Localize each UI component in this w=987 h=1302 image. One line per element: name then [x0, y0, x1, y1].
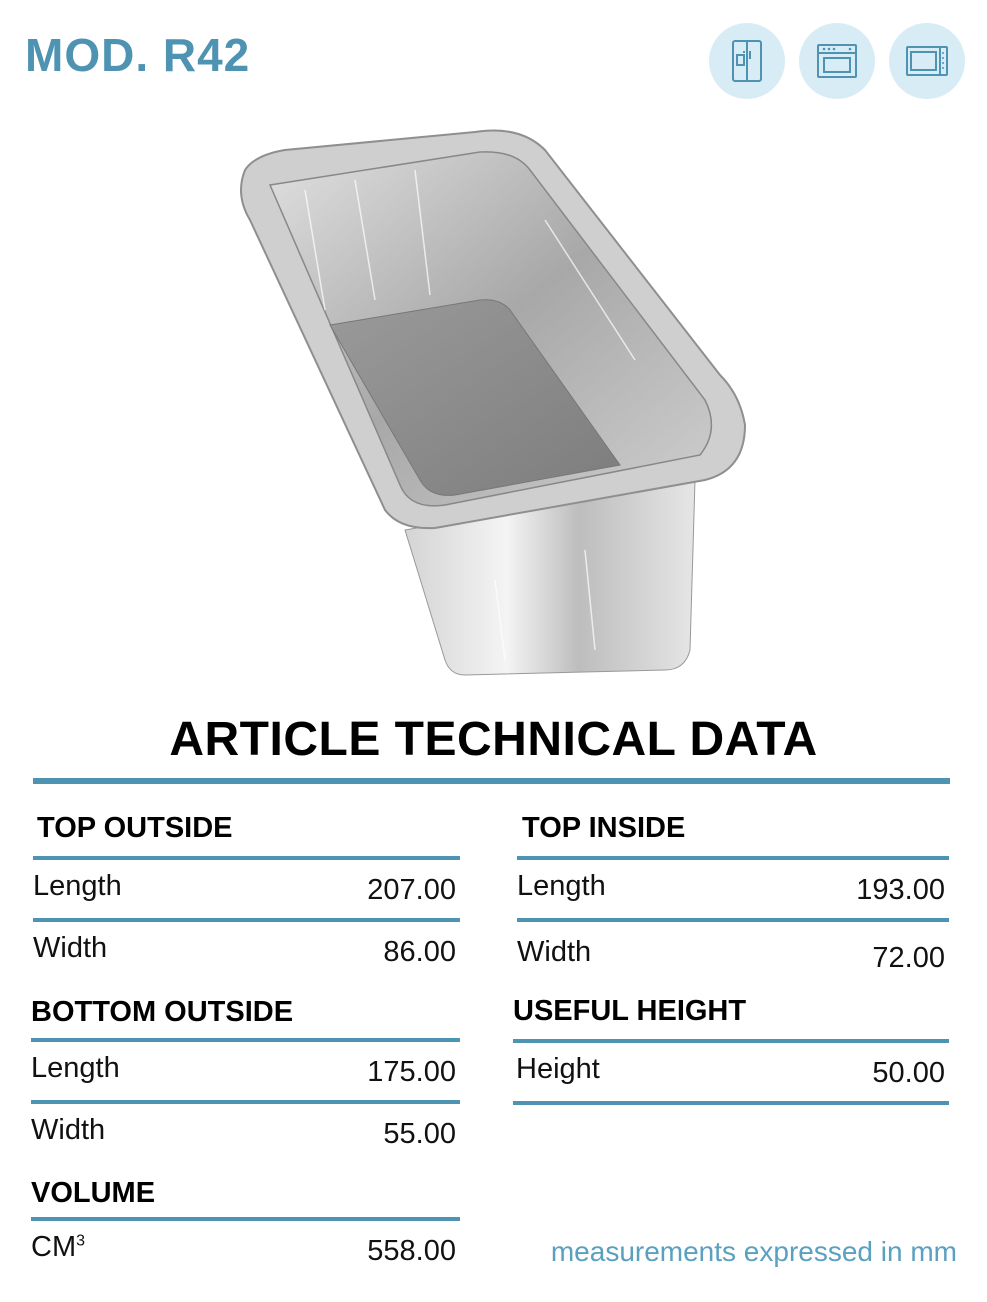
row-value: 207.00 — [367, 874, 456, 906]
row-label: Width — [31, 1114, 106, 1146]
divider — [513, 1101, 949, 1105]
row-value: 72.00 — [872, 942, 945, 974]
unit-superscript: 3 — [76, 1232, 86, 1250]
microwave-icon — [889, 23, 965, 99]
unit-label: CM — [31, 1231, 77, 1263]
section-title: TOP OUTSIDE — [37, 812, 233, 844]
useful-height-section — [513, 993, 949, 1105]
section-title: BOTTOM OUTSIDE — [31, 996, 294, 1028]
table-row — [33, 922, 460, 980]
section-title: USEFUL HEIGHT — [513, 995, 747, 1027]
section-heading: ARTICLE TECHNICAL DATA — [169, 713, 818, 766]
row-label: Length — [33, 870, 122, 902]
row-value: 193.00 — [856, 874, 945, 906]
model-title: MOD. R42 — [25, 29, 251, 81]
row-label — [31, 1231, 85, 1264]
table-row — [513, 1043, 949, 1101]
volume-section — [31, 1175, 460, 1279]
row-value: 86.00 — [383, 936, 456, 968]
table-row — [33, 860, 460, 918]
row-label: Width — [517, 936, 592, 968]
measurement-note: measurements expressed in mm — [550, 1236, 957, 1267]
section-title: VOLUME — [31, 1177, 156, 1209]
appliance-icons — [709, 23, 965, 99]
top-outside-section — [33, 810, 460, 980]
heading-divider — [33, 778, 950, 784]
row-value: 175.00 — [367, 1056, 456, 1088]
row-value: 50.00 — [872, 1057, 945, 1089]
table-row — [31, 1042, 460, 1100]
row-label: Length — [517, 870, 606, 902]
aluminium-loaf-tray-image — [225, 110, 755, 680]
section-title: TOP INSIDE — [522, 812, 686, 844]
table-row — [517, 860, 949, 918]
table-row — [517, 922, 949, 980]
row-label: Width — [33, 932, 108, 964]
bottom-outside-section — [31, 994, 460, 1162]
row-value: 55.00 — [383, 1118, 456, 1150]
table-row — [31, 1104, 460, 1162]
table-row — [31, 1221, 460, 1279]
row-label: Height — [516, 1053, 600, 1085]
fridge-icon — [709, 23, 785, 99]
top-inside-section — [517, 810, 949, 980]
row-value: 558.00 — [367, 1235, 456, 1267]
oven-icon — [799, 23, 875, 99]
row-label: Length — [31, 1052, 120, 1084]
